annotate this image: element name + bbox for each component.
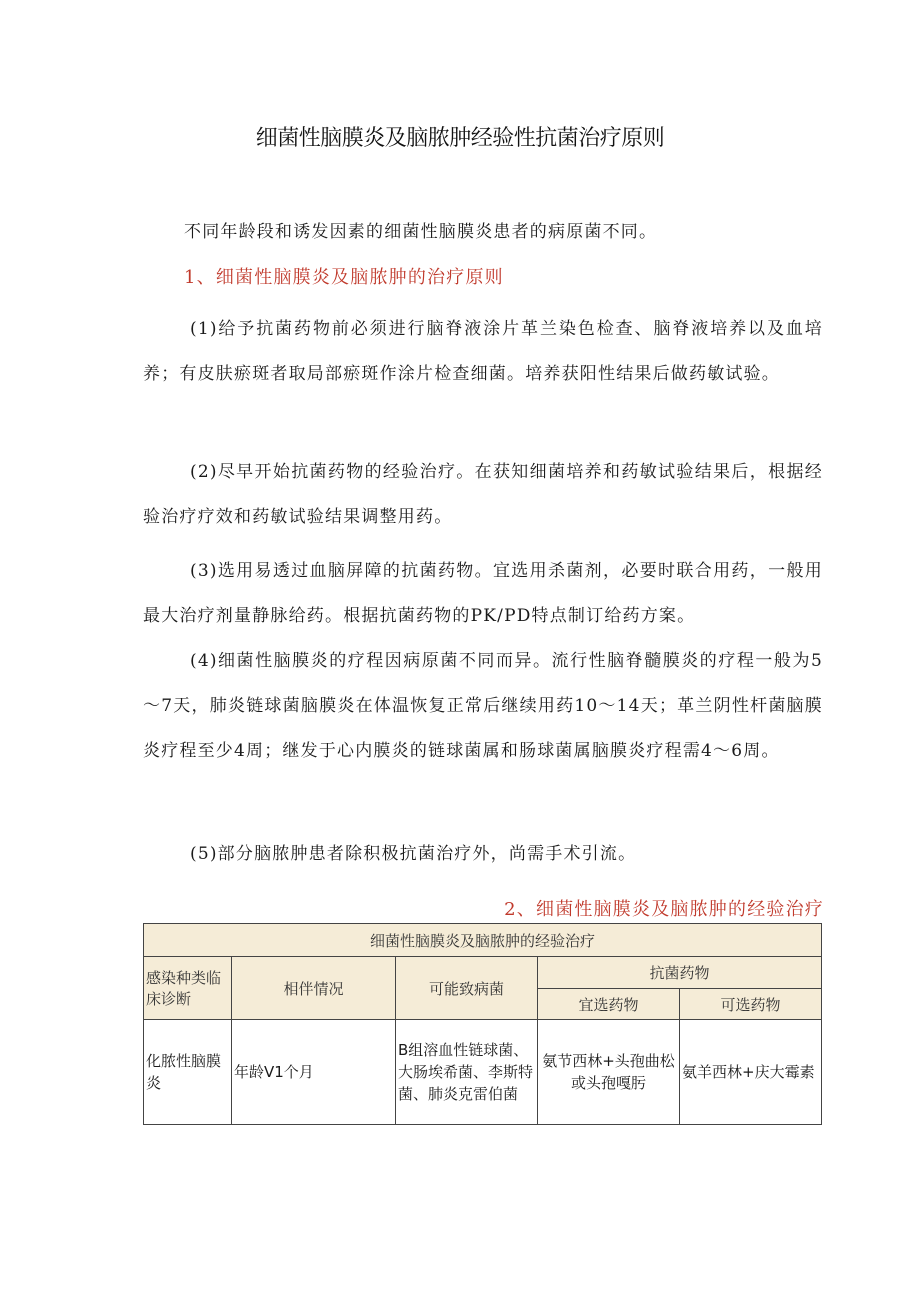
- cell-pathogen: B组溶血性链球菌、大肠埃希菌、李斯特菌、肺炎克雷伯菌: [396, 1020, 538, 1125]
- table-caption: 细菌性脑膜炎及脑脓肿的经验治疗: [144, 924, 822, 957]
- cell-alternative: 氨羊西林+庆大霉素: [680, 1020, 822, 1125]
- principle-5: (5)部分脑脓肿患者除积极抗菌治疗外，尚需手术引流。: [190, 844, 637, 864]
- header-preferred: 宜选药物: [538, 989, 680, 1020]
- principle-1: (1)给予抗菌药物前必须进行脑脊液涂片革兰染色检查、脑脊液培养以及血培养；有皮肤瘀斑者取局部瘀斑作涂片检查细菌。培养获阳性结果后做药敏试验。: [143, 319, 823, 384]
- page-title: 细菌性脑膜炎及脑脓肿经验性抗菌治疗原则: [255, 126, 665, 151]
- principle-3: (3)选用易透过血脑屏障的抗菌药物。宜选用杀菌剂，必要时联合用药，一般用最大治疗剂量静脉给药。根据抗菌药物的PK/PD特点制订给药方案。: [143, 561, 823, 626]
- header-infection: 感染种类临床诊断: [144, 957, 232, 1020]
- header-condition: 相伴情况: [232, 957, 396, 1020]
- header-pathogen: 可能致病菌: [396, 957, 538, 1020]
- header-drugs: 抗菌药物: [538, 957, 822, 989]
- cell-condition: 年龄V1个月: [232, 1020, 396, 1125]
- section1-heading: 1、细菌性脑膜炎及脑脓肿的治疗原则: [184, 267, 504, 288]
- cell-infection: 化脓性脑膜炎: [144, 1020, 232, 1125]
- cell-preferred: 氨节西林+头孢曲松或头孢嘎肟: [538, 1020, 680, 1125]
- principle-2: (2)尽早开始抗菌药物的经验治疗。在获知细菌培养和药敏试验结果后，根据经验治疗疗效和药敏试验结果调整用药。: [143, 462, 823, 527]
- section2-heading: 2、细菌性脑膜炎及脑脓肿的经验治疗: [504, 899, 824, 920]
- empiric-therapy-table: [143, 923, 822, 1125]
- principle-4: (4)细菌性脑膜炎的疗程因病原菌不同而异。流行性脑脊髓膜炎的疗程一般为5～7天，肺炎链球菌脑膜炎在体温恢复正常后继续用药10～14天；革兰阴性杆菌脑膜炎疗程至少4周；继发于心内膜炎的链球菌属和肠球菌属脑膜炎疗程需4～6周。: [143, 651, 823, 761]
- table-row: [144, 1020, 822, 1125]
- intro-text: 不同年龄段和诱发因素的细菌性脑膜炎患者的病原菌不同。: [184, 222, 658, 242]
- header-alternative: 可选药物: [680, 989, 822, 1020]
